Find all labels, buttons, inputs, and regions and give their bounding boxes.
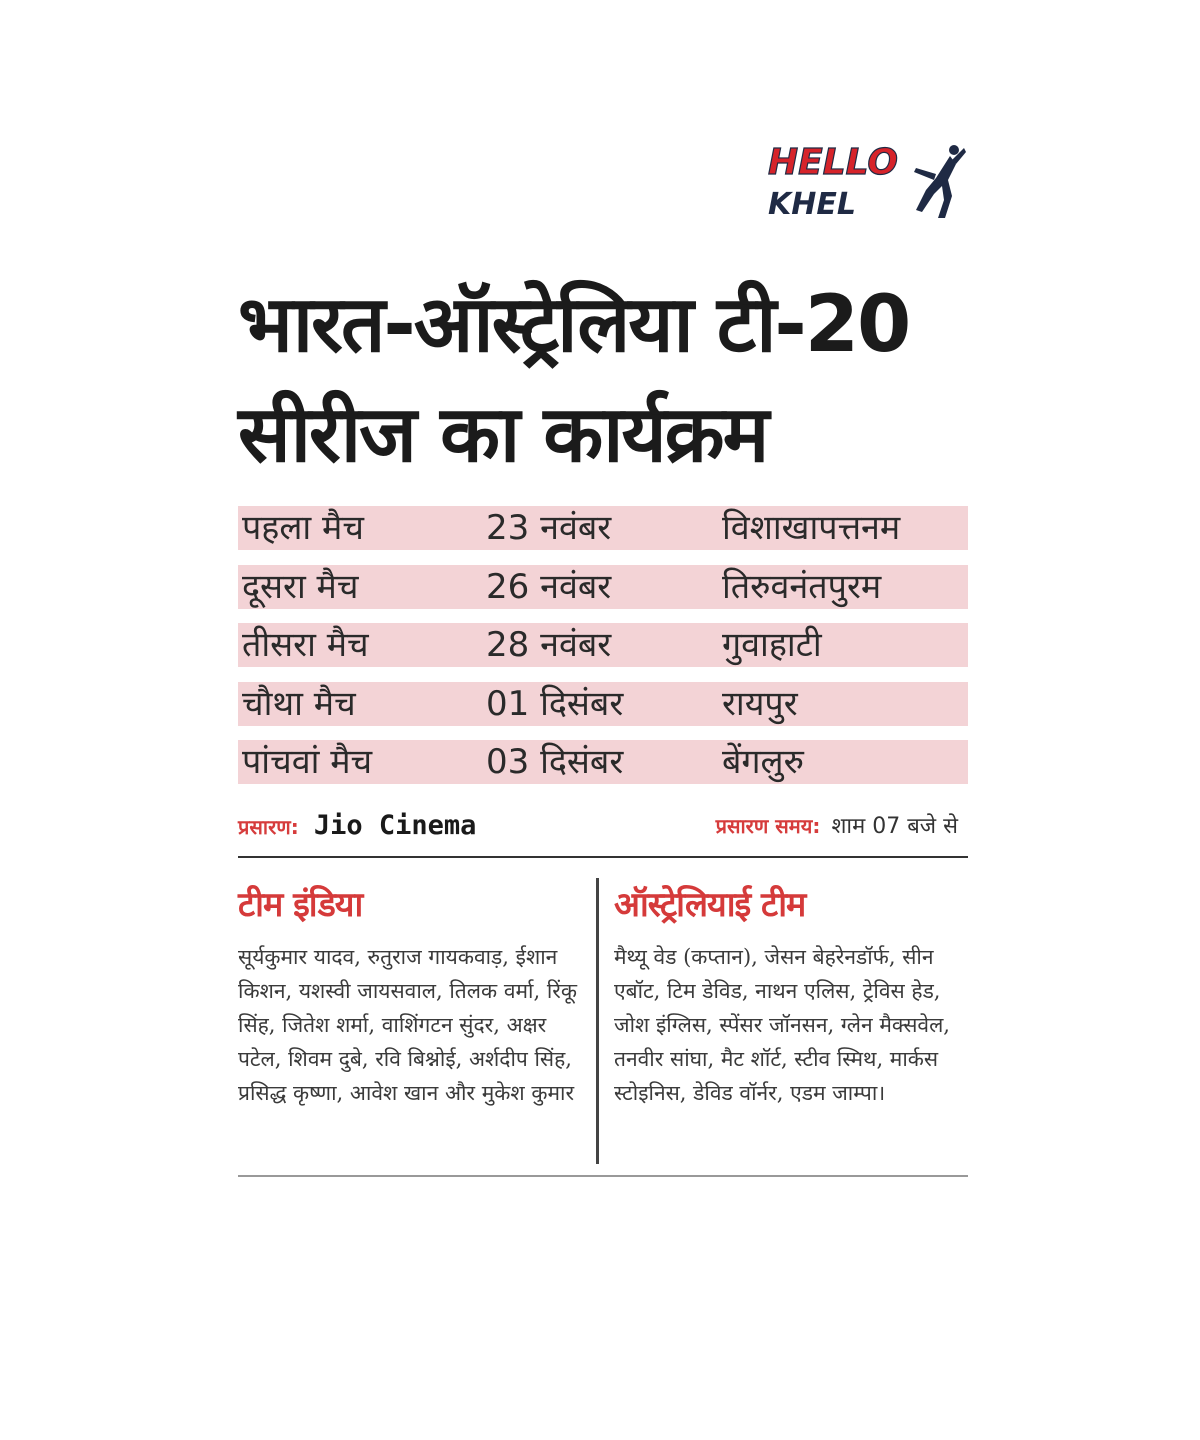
title-line-1: भारत-ऑस्ट्रेलिया टी-20 xyxy=(238,280,910,370)
match-name: चौथा मैच xyxy=(242,683,356,724)
schedule-row xyxy=(238,682,968,726)
match-date: 26 नवंबर xyxy=(486,566,612,607)
match-date: 03 दिसंबर xyxy=(486,742,624,782)
match-venue: बेंगलुरु xyxy=(722,742,804,782)
page-title xyxy=(238,270,968,490)
logo-text-khel: KHEL xyxy=(768,187,856,222)
match-venue: तिरुवनंतपुरम xyxy=(722,566,882,607)
match-date: 28 नवंबर xyxy=(486,625,612,665)
broadcast-time: शाम 07 बजे से xyxy=(831,814,958,839)
schedule-row xyxy=(238,565,968,609)
match-date: 01 दिसंबर xyxy=(486,683,624,724)
broadcast-channel-block xyxy=(238,810,476,841)
match-venue: रायपुर xyxy=(722,683,798,724)
team-australia-section xyxy=(614,878,959,1110)
match-name: पहला मैच xyxy=(242,508,364,548)
broadcast-time-block xyxy=(716,810,958,840)
title-line-2: सीरीज का कार्यक्रम xyxy=(238,390,768,480)
team-india-section xyxy=(238,878,583,1110)
hello-khel-logo xyxy=(766,138,966,222)
team-india-heading: टीम इंडिया xyxy=(238,885,363,925)
team-australia-heading: ऑस्ट्रेलियाई टीम xyxy=(614,885,806,925)
logo-text-hello: HELLO xyxy=(768,142,898,183)
match-venue: गुवाहाटी xyxy=(722,625,822,665)
match-name: पांचवां मैच xyxy=(242,742,373,782)
schedule-row xyxy=(238,506,968,550)
divider-bottom xyxy=(238,1175,968,1177)
cricket-player-icon xyxy=(914,145,966,218)
divider-vertical xyxy=(596,878,599,1164)
divider-top xyxy=(238,856,968,858)
match-date: 23 नवंबर xyxy=(486,508,612,548)
schedule-row xyxy=(238,740,968,784)
match-schedule-table xyxy=(238,506,968,799)
match-name: तीसरा मैच xyxy=(242,625,369,665)
match-venue: विशाखापत्तनम xyxy=(722,508,901,548)
broadcast-label: प्रसारण: xyxy=(238,815,299,839)
broadcast-time-label: प्रसारण समय: xyxy=(715,814,821,838)
schedule-card xyxy=(238,130,968,1190)
schedule-row xyxy=(238,623,968,667)
team-india-players: सूर्यकुमार यादव, रुतुराज गायकवाड़, ईशान किशन, यशस्वी जायसवाल, तिलक वर्मा, रिंकू सिंह, जितेश शर्मा, वाशिंगटन सुंदर, अक्षर पटेल, शिवम दुबे, रवि बिश्नोई, अर्शदीप सिंह, प्रसिद्ध कृष्णा, आवेश खान और मुकेश कुमार xyxy=(238,945,578,1105)
broadcast-channel: Jio Cinema xyxy=(313,810,477,841)
broadcast-info xyxy=(238,806,968,846)
team-australia-players: मैथ्यू वेड (कप्तान), जेसन बेहरेनडॉर्फ, सीन एबॉट, टिम डेविड, नाथन एलिस, ट्रेविस हेड, जोश इंग्लिस, स्पेंसर जॉनसन, ग्लेन मैक्सवेल, तनवीर सांघा, मैट शॉर्ट, स्टीव स्मिथ, मार्कस स्टोइनिस, डेविड वॉर्नर, एडम जाम्पा। xyxy=(614,945,950,1105)
match-name: दूसरा मैच xyxy=(242,566,359,607)
